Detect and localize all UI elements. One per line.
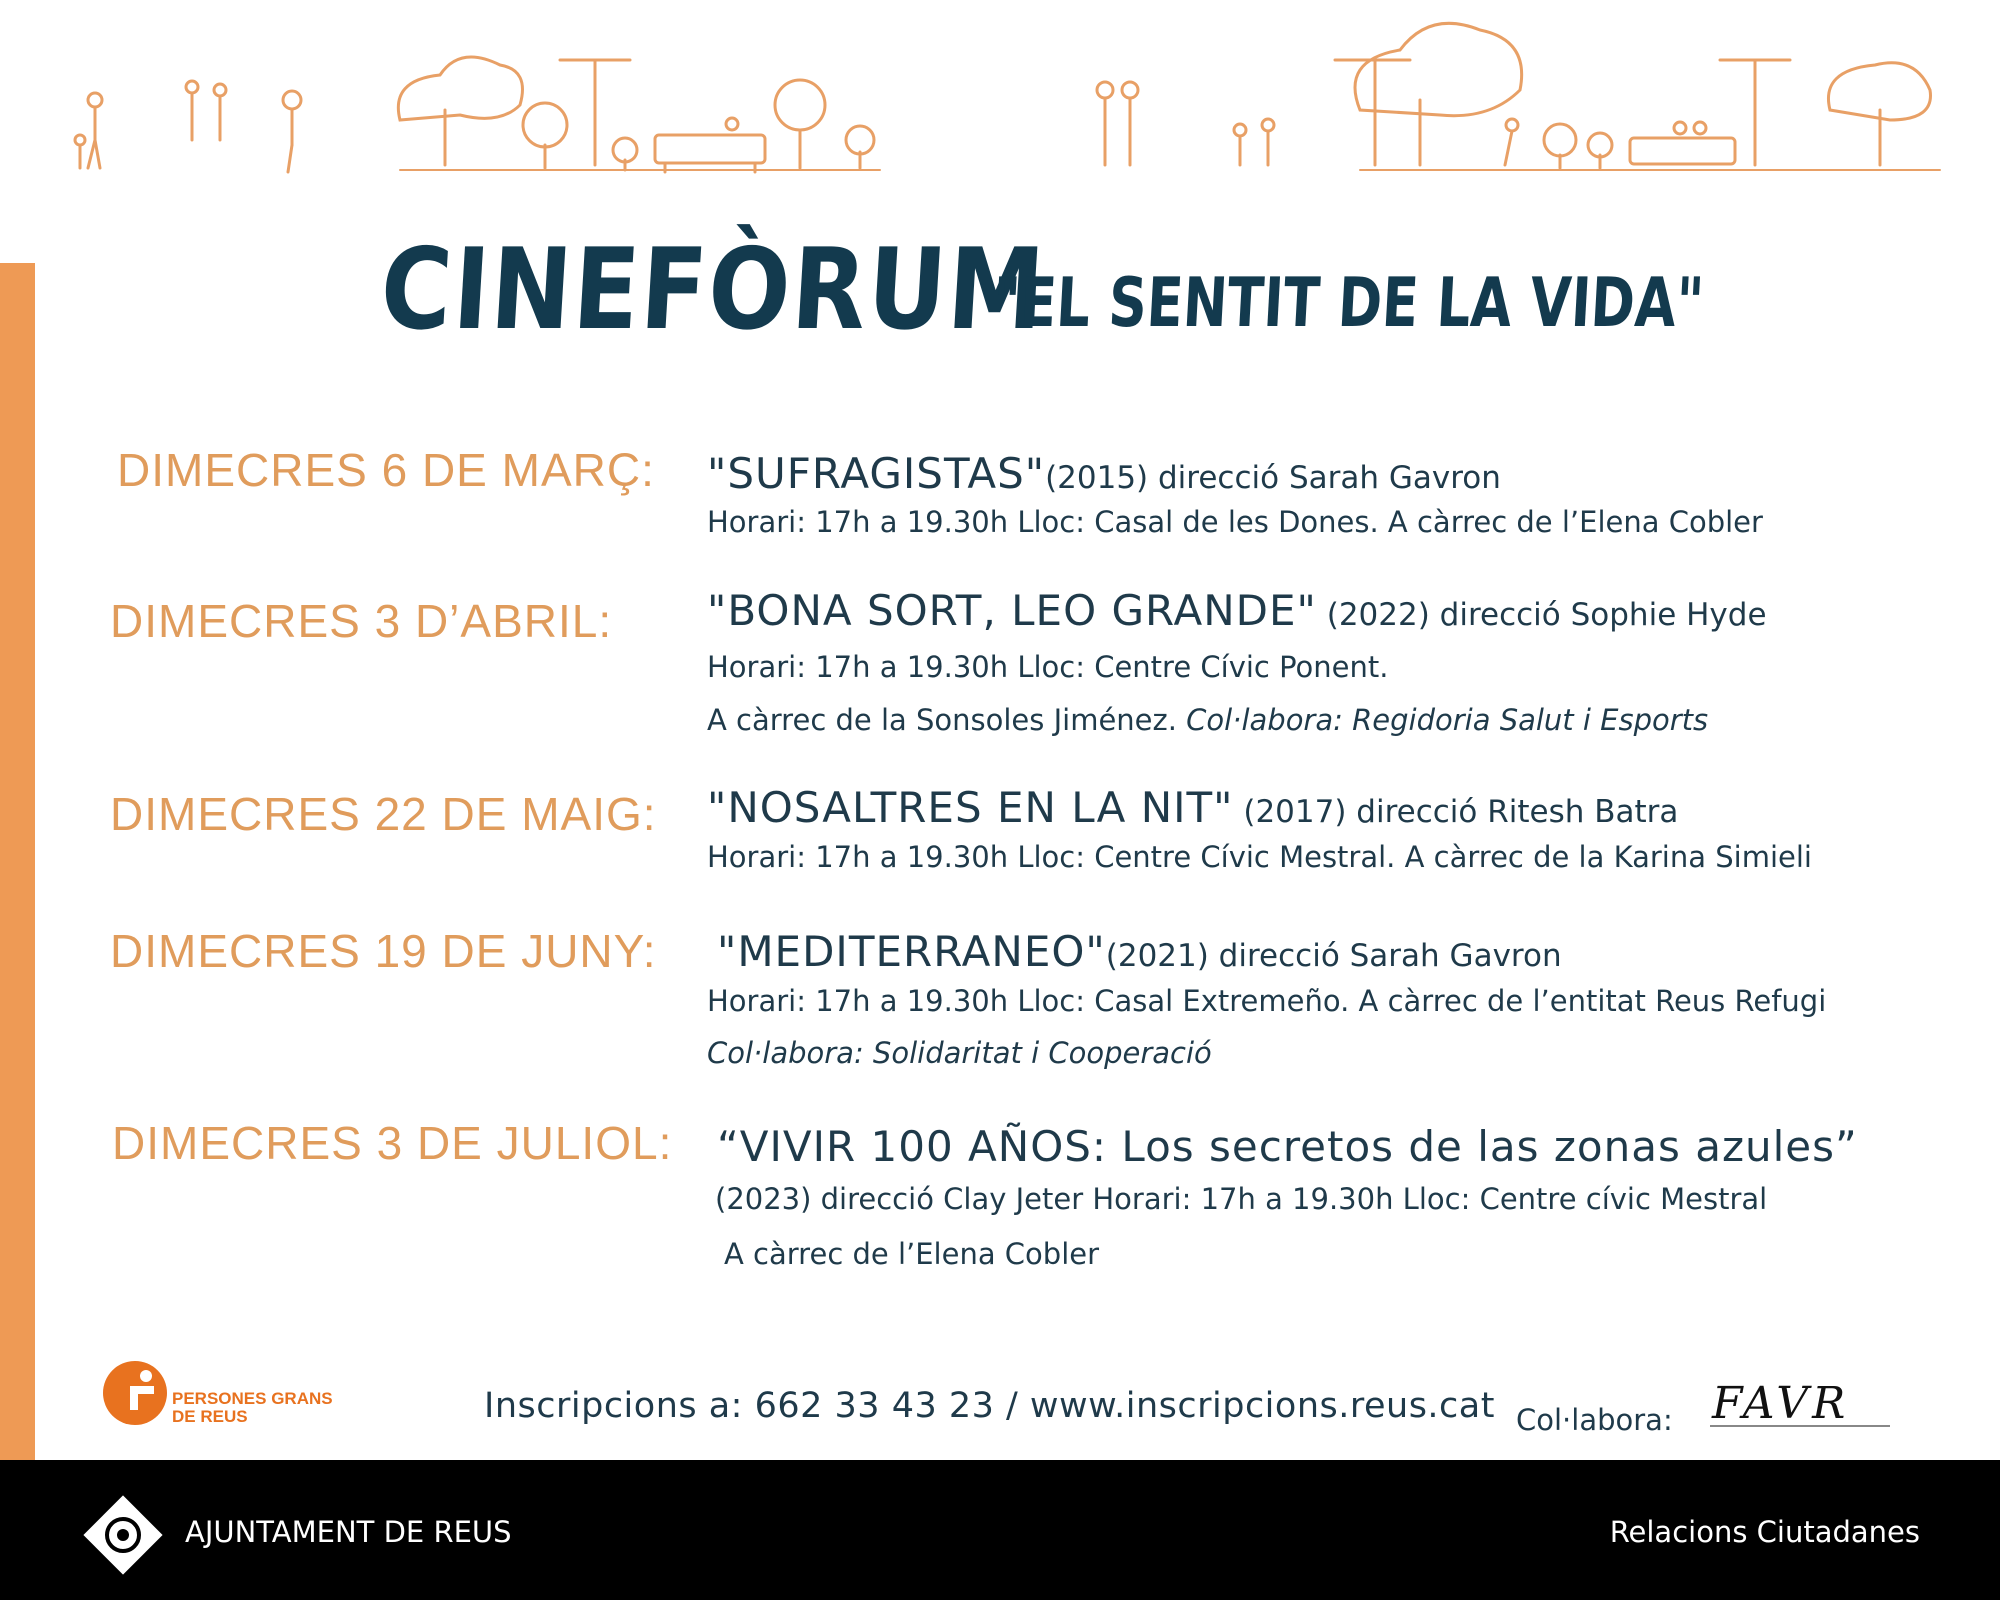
event-host: A càrrec de l’Elena Cobler	[724, 1237, 1100, 1271]
event-details	[707, 703, 1708, 737]
event-details: Horari: 17h a 19.30h Lloc: Casal de les Dones. A càrrec de l’Elena Cobler	[707, 505, 1763, 539]
film-title: “VIVIR 100 AÑOS: Los secretos de las zonas azules”	[717, 1122, 1858, 1171]
registration-info: Inscripcions a: 662 33 43 23 / www.inscripcions.reus.cat	[484, 1386, 1495, 1426]
svg-text:FAVR: FAVR	[1712, 1378, 1850, 1429]
event-title	[717, 927, 1562, 976]
department-name: Relacions Ciutadanes	[1609, 1515, 1920, 1549]
organizer-logo-line: PERSONES GRANS	[172, 1389, 333, 1408]
bench-icon	[655, 118, 765, 172]
event-date: DIMECRES 3 DE JULIOL:	[112, 1117, 673, 1169]
organizer-logo-line: DE REUS	[172, 1407, 248, 1426]
tree-icon	[1355, 23, 1931, 168]
event-title	[707, 586, 1767, 635]
event-date: DIMECRES 3 D’ABRIL:	[110, 595, 613, 647]
people-icon	[75, 81, 301, 172]
event-date: DIMECRES 6 DE MARÇ:	[117, 444, 655, 496]
favr-logo-icon	[1700, 1370, 1900, 1440]
film-meta: (2017) direcció Ritesh Batra	[1233, 794, 1679, 830]
ajuntament-logo-icon	[78, 1490, 168, 1580]
page-subtitle: "EL SENTIT DE LA VIDA"	[990, 264, 1706, 343]
lamp-icon	[560, 60, 630, 165]
film-meta: (2022) direcció Sophie Hyde	[1316, 597, 1767, 633]
page-title: CINEFÒRUM	[377, 225, 1050, 355]
title	[377, 225, 1706, 365]
film-meta: (2015) direcció Sarah Gavron	[1045, 460, 1501, 496]
organizer-logo-text	[172, 1390, 333, 1426]
event-details: Horari: 17h a 19.30h Lloc: Centre Cívic Ponent.	[707, 650, 1389, 684]
event-date: DIMECRES 19 DE JUNY:	[110, 925, 657, 977]
event-details: Horari: 17h a 19.30h Lloc: Casal Extremeño. A càrrec de l’entitat Reus Refugi	[707, 984, 1827, 1018]
people-icon	[1097, 82, 1518, 165]
collabora-label: Col·labora:	[1516, 1403, 1673, 1437]
persones-grans-logo-icon	[100, 1358, 170, 1428]
event-details: Horari: 17h a 19.30h Lloc: Centre Cívic Mestral. A càrrec de la Karina Simieli	[707, 840, 1812, 874]
bench-icon	[1630, 122, 1735, 164]
park-illustration	[0, 0, 2000, 190]
accent-side-bar	[0, 263, 35, 1461]
film-title: "NOSALTRES EN LA NIT"	[707, 783, 1234, 832]
event-collaborator: Col·labora: Regidoria Salut i Esports	[1176, 703, 1709, 737]
tree-icon	[398, 57, 874, 170]
event-title	[707, 783, 1678, 832]
film-title: "MEDITERRANEO"	[717, 927, 1106, 976]
event-host: A càrrec de la Sonsoles Jiménez.	[707, 703, 1177, 737]
film-title: "SUFRAGISTAS"	[707, 449, 1046, 498]
event-title	[707, 449, 1501, 498]
event-collaborator: Col·labora: Solidaritat i Cooperació	[707, 1036, 1212, 1070]
council-name: AJUNTAMENT DE REUS	[185, 1515, 512, 1549]
event-date: DIMECRES 22 DE MAIG:	[110, 788, 657, 840]
film-title: "BONA SORT, LEO GRANDE"	[707, 586, 1317, 635]
event-details: (2023) direcció Clay Jeter Horari: 17h a 19.30h Lloc: Centre cívic Mestral	[715, 1182, 1768, 1216]
film-meta: (2021) direcció Sarah Gavron	[1105, 938, 1562, 974]
